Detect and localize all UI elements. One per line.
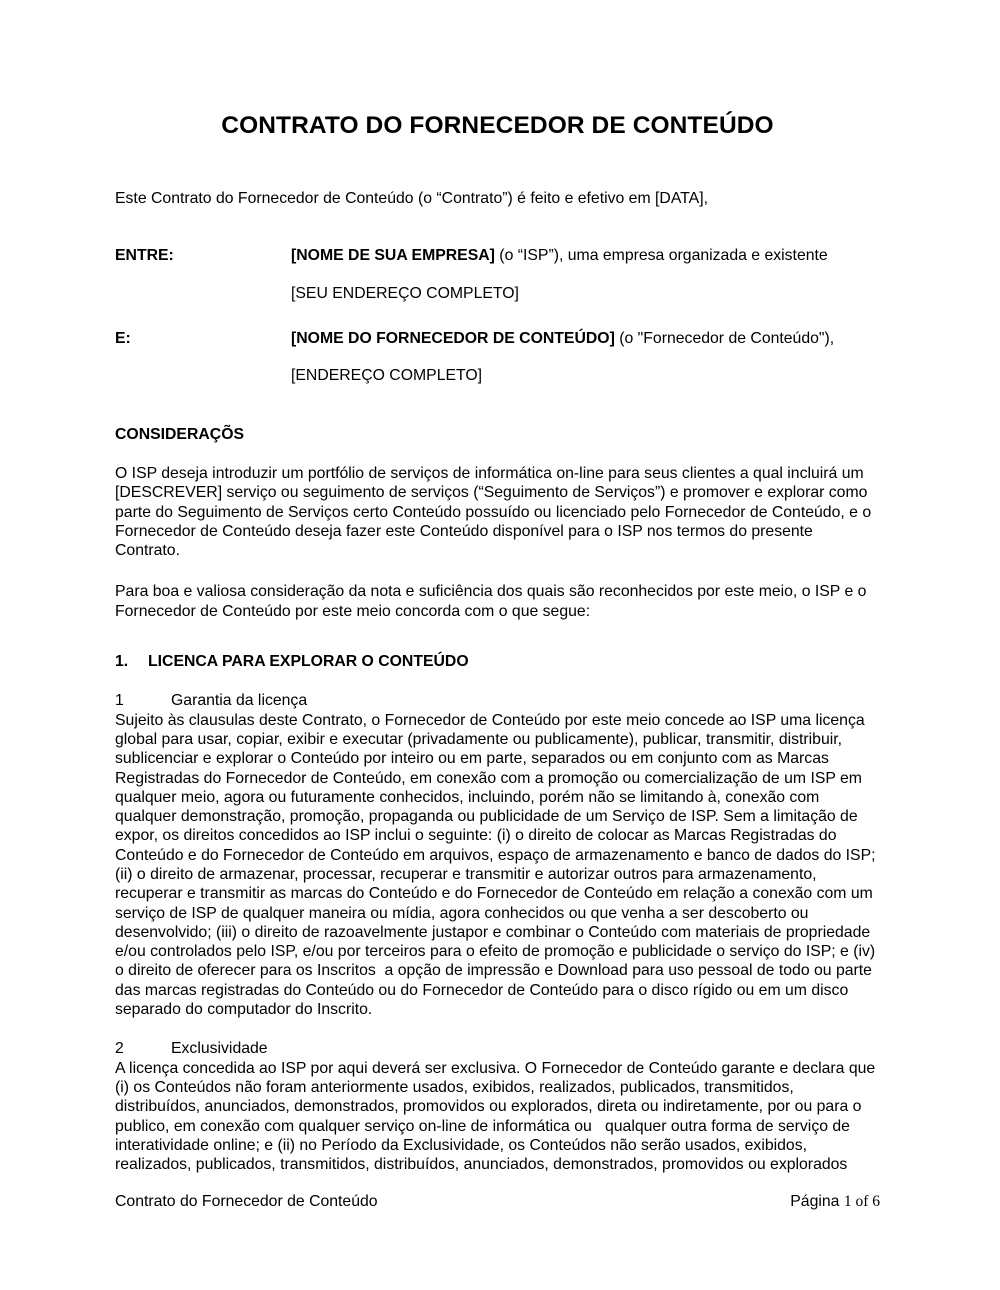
spacer [115, 1019, 880, 1039]
footer-page-label: Página [790, 1193, 844, 1210]
party-between-description: (o “ISP”), uma empresa organizada e existente [494, 247, 828, 265]
spacer [115, 303, 880, 329]
clause-1-title: Garantia da licença [171, 692, 308, 710]
spacer [115, 348, 880, 366]
clause-2-body: A licença concedida ao ISP por aqui deverá ser exclusiva. O Fornecedor de Conteúdo garante e declara que (i) os Conteúdos não foram anteriormente usados, exibidos, realizados, publicados, transmitidos, distribuídos, anunciados, demonstrados, promovidos ou explorados, direta ou indiretamente, por ou para o publico, em conexão com qualquer serviço on-line de informática ou qualquer outra forma de serviço de interatividade online; e (ii) no Período da Exclusividade, os Conteúdos não serão usados, exibidos, realizados, publicados, transmitidos, distribuídos, anunciados, demonstrados, promovidos ou explorados [115, 1059, 880, 1174]
spacer [115, 266, 880, 284]
party-between-address: [SEU ENDEREÇO COMPLETO] [291, 284, 519, 302]
tab-spacer [115, 366, 291, 385]
page-title: CONTRATO DO FORNECEDOR DE CONTEÚDO [221, 112, 774, 139]
clause-1-number: 1 [115, 692, 124, 710]
party-and-address-row [115, 366, 880, 385]
party-between-value [291, 246, 880, 265]
party-between-address-row [115, 284, 880, 303]
party-between-row [115, 246, 880, 265]
footer-document-name: Contrato do Fornecedor de Conteúdo [115, 1193, 378, 1210]
clause-2-title-row [115, 1039, 880, 1058]
clause-1-title-row [115, 691, 880, 710]
party-and-description: (o "Fornecedor de Conteúdo"), [614, 330, 835, 348]
party-and-name: [NOME DO FORNECEDOR DE CONTEÚDO] [291, 330, 615, 348]
party-and-value [291, 329, 880, 348]
document-content [115, 0, 880, 1174]
page-footer [115, 1192, 880, 1211]
footer-page-number [790, 1192, 880, 1211]
clause-2-title: Exclusividade [171, 1040, 268, 1058]
spacer [115, 444, 880, 464]
party-and-row [115, 329, 880, 348]
considerations-heading: CONSIDERAÇÕS [115, 425, 245, 443]
party-and-address: [ENDEREÇO COMPLETO] [291, 367, 483, 385]
party-between-name: [NOME DE SUA EMPRESA] [291, 247, 495, 265]
intro-paragraph: Este Contrato do Fornecedor de Conteúdo (o “Contrato”) é feito e efetivo em [DATA], [115, 190, 708, 208]
considerations-paragraph-1: O ISP deseja introduzir um portfólio de serviços de informática on-line para seus clientes a qual incluirá um [DESCREVER] serviço ou seguimento de serviços (“Seguimento de Serviços”) e promover e explorar como parte do Seguimento de Serviços certo Conteúdo possuído ou licenciado pelo Fornecedor de Conteúdo, e o Fornecedor de Conteúdo deseja fazer este Conteúdo disponível para o ISP nos termos do presente Contrato. [115, 464, 876, 560]
party-between-label: ENTRE: [115, 247, 174, 265]
clause-2-number: 2 [115, 1040, 124, 1058]
party-and-label: E: [115, 330, 131, 348]
considerations-paragraph-2: Para boa e valiosa consideração da nota e suficiência dos quais são reconhecidos por este meio, o ISP e o Fornecedor de Conteúdo por este meio concorda com o que segue: [115, 583, 871, 620]
spacer [115, 208, 880, 246]
section-1-title: LICENCA PARA EXPLORAR O CONTEÚDO [148, 653, 469, 671]
spacer [115, 621, 880, 652]
clause-1-body: Sujeito às clausulas deste Contrato, o Fornecedor de Conteúdo por este meio concede ao ISP uma licença global para usar, copiar, exibir e executar (privadamente ou publicamente), publicar, transmitir, distribuir, sublicenciar e explorar o Conteúdo por inteiro ou em parte, separados ou em conjunto com as Marcas Registradas do Fornecedor de Conteúdo, em conexão com a promoção ou comercialização de um ISP em qualquer meio, agora ou futuramente conhecidos, incluindo, porém não se limitando à, conexão com qualquer demonstração, promoção, propaganda ou publicidade de um Serviço de ISP. Sem a limitação de expor, os direitos concedidos ao ISP inclui o seguinte: (i) o direito de colocar as Marcas Registradas do Conteúdo e do Fornecedor de Conteúdo em arquivos, espaço de armazenamento e banco de dados do ISP; (ii) o direito de armazenar, processar, recuperar e transmitir e autorizar outros para armazenamento, recuperar e transmitir as marcas do Conteúdo e do Fornecedor de Conteúdo em relação a conexão com um serviço de ISP de qualquer maneira ou mídia, agora conhecidos ou que venha a ser descoberto ou desenvolvido; (iii) o direito de razoavelmente justapor e combinar o Conteúdo com materiais de propriedade e/ou controlados pelo ISP, e/ou por terceiros para o efeito de promoção e publicidade o serviço do ISP; e (iv) o direito de oferecer para os Inscritos a opção de impressão e Download para uso pessoal de todo ou parte das marcas registradas do Conteúdo ou do Fornecedor de Conteúdo para o disco rígido ou em um disco separado do computador do Inscrito. [115, 711, 880, 1019]
section-1-heading [115, 652, 880, 671]
footer-page-value: 1 of 6 [843, 1193, 880, 1210]
section-1-number: 1. [115, 653, 129, 671]
spacer [115, 560, 880, 582]
tab-spacer [115, 284, 291, 303]
spacer [115, 386, 880, 425]
spacer [115, 671, 880, 691]
